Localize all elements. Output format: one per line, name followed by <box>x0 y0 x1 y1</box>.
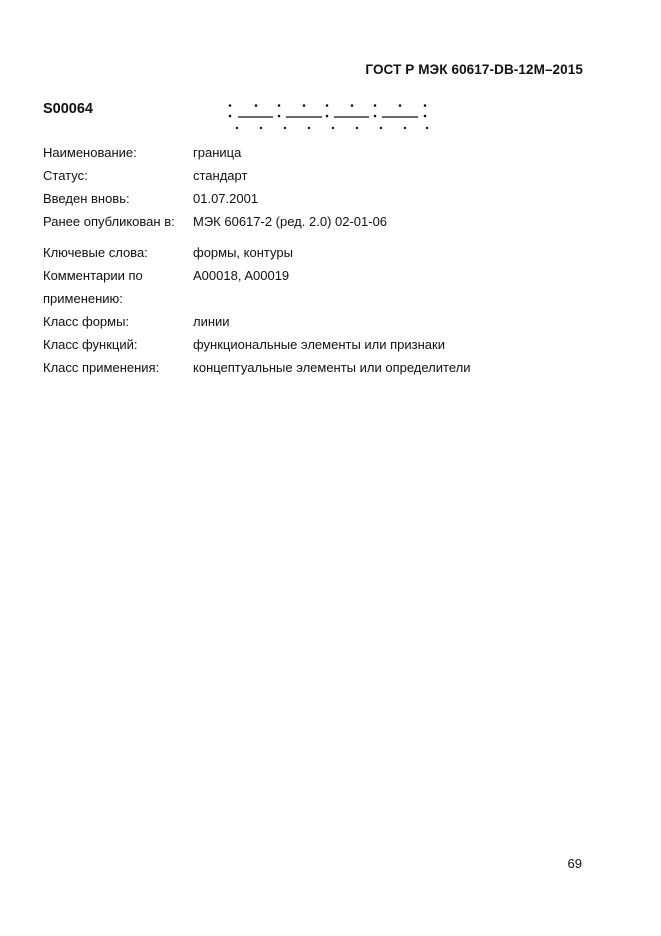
field-value: функциональные элементы или признаки <box>193 337 445 352</box>
field-value: концептуальные элементы или определители <box>193 360 471 375</box>
document-header-code: ГОСТ Р МЭК 60617-DB-12M–2015 <box>365 62 583 77</box>
field-label: Ранее опубликован в: <box>43 214 175 229</box>
field-label: Комментарии по применению: <box>43 268 143 306</box>
field-value: линии <box>193 314 230 329</box>
symbol-id: S00064 <box>43 101 93 117</box>
field-value: формы, контуры <box>193 245 293 260</box>
field-value: 01.07.2001 <box>193 191 259 206</box>
field-label: Класс функций: <box>43 337 138 352</box>
field-label: Статус: <box>43 168 88 183</box>
field-value: граница <box>193 145 242 160</box>
field-label: Наименование: <box>43 145 137 160</box>
dashed-boundary-line-icon <box>228 104 438 139</box>
page-number: 69 <box>567 856 582 871</box>
field-label: Введен вновь: <box>43 191 130 206</box>
field-label: Класс формы: <box>43 314 130 329</box>
field-label: Класс применения: <box>43 360 160 375</box>
field-label: Ключевые слова: <box>43 245 148 260</box>
field-value: МЭК 60617-2 (ред. 2.0) 02-01-06 <box>193 214 388 229</box>
field-value: стандарт <box>193 168 248 183</box>
field-value: A00018, A00019 <box>193 268 290 283</box>
